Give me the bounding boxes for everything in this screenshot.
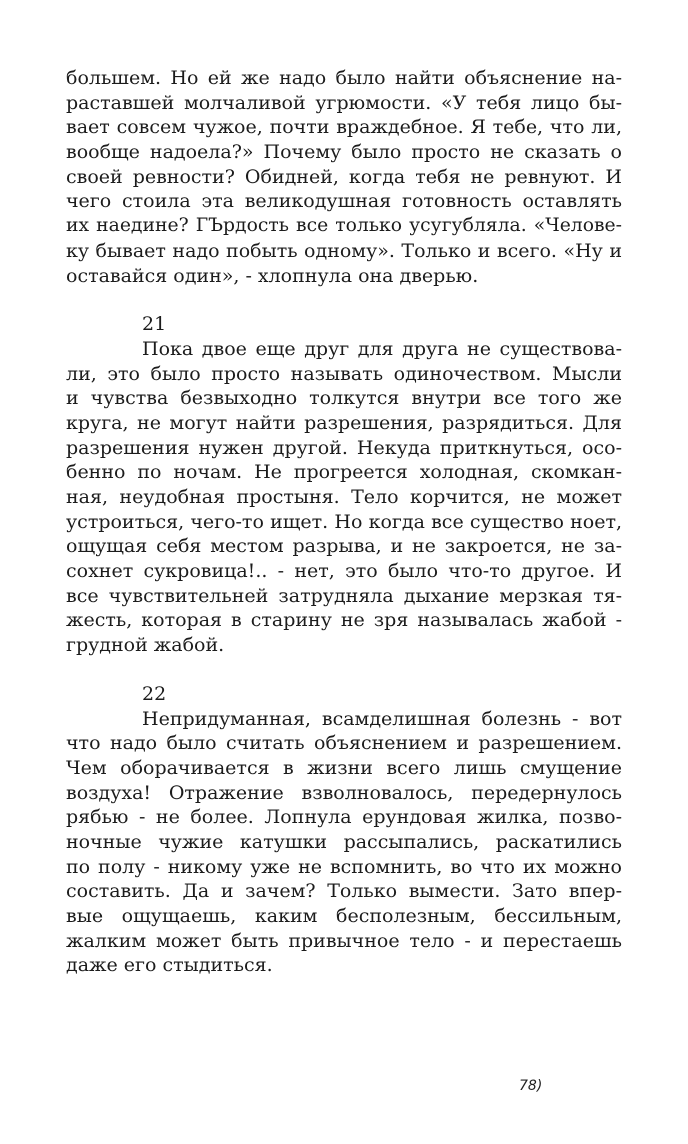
text-line: что надо было считать объяснением и разрешением. (66, 732, 622, 755)
text-line: их наедине? ГЪрдость все только усугубляла. «Челове- (66, 215, 622, 237)
text-line: ли, это было просто называть одиночеством. Мысли (66, 362, 622, 385)
text-line: раставшей молчаливой угрюмости. «У тебя лицо бы- (66, 91, 622, 114)
section-21 (66, 312, 622, 658)
text-line: вые ощущаешь, каким бесполезным, бессильным, (66, 905, 622, 927)
text-line: рябью - не более. Лопнула ерундовая жилка, позво- (66, 806, 622, 829)
text-line: ночные чужие катушки рассыпались, раскатились (66, 830, 622, 853)
text-line: чего стоила эта великодушная готовность оставлять (66, 190, 622, 213)
section-number: 22 (142, 682, 167, 705)
text-line: круга, не могут найти разрешения, разрядиться. Для (66, 411, 622, 434)
text-line: жалким может быть привычное тело - и перестаешь (66, 929, 622, 952)
text-line: разрешения нужен другой. Некуда приткнуться, осо- (66, 436, 622, 459)
text-line: ощущая себя местом разрыва, и не закроется, не за- (66, 535, 622, 558)
text-line: ная, неудобная простыня. Тело корчится, не может (66, 486, 622, 508)
text-line: Непридуманная, всамделишная болезнь - вот (142, 707, 622, 730)
text-line: вообще надоела?» Почему было просто не сказать о (66, 141, 622, 164)
page-text (66, 66, 622, 978)
text-line: воздуха! Отражение взволновалось, передернулось (66, 781, 622, 804)
text-line: все чувствительней затрудняла дыхание мерзкая тя- (66, 584, 622, 607)
text-line: большем. Но ей же надо было найти объяснение на- (66, 67, 622, 89)
text-line: даже его стыдиться. (66, 954, 273, 977)
text-line: оставайся один», - хлопнула она дверью. (66, 264, 479, 287)
text-line: по полу - никому уже не вспомнить, во что их можно (66, 855, 622, 878)
text-line: грудной жабой. (66, 634, 225, 657)
text-line: Пока двое еще друг для друга не существова- (142, 337, 622, 360)
text-line: вает совсем чужое, почти враждебное. Я тебе, что ли, (66, 116, 622, 139)
text-line: ку бывает надо побыть одному». Только и всего. «Ну и (66, 239, 622, 262)
text-line: устроиться, чего-то ищет. Но когда все существо ноет, (66, 510, 622, 533)
text-line: составить. Да и зачем? Только вымести. Зато впер- (66, 880, 622, 903)
text-line: своей ревности? Обидней, когда тебя не ревнуют. И (66, 165, 622, 188)
page-number: 78) (519, 1078, 543, 1094)
paragraph-continuation (66, 66, 622, 288)
text-line: и чувства безвыходно толкутся внутри все того же (66, 387, 622, 410)
text-line: бенно по ночам. Не прогреется холодная, скомкан- (66, 461, 622, 484)
text-line: сохнет сукровица!.. - нет, это было что-то другое. И (66, 560, 622, 583)
text-line: жесть, которая в старину не зря называлась жабой - (66, 609, 622, 632)
section-number: 21 (142, 313, 167, 336)
text-line: Чем оборачивается в жизни всего лишь смущение (66, 756, 622, 779)
section-22 (66, 682, 622, 978)
